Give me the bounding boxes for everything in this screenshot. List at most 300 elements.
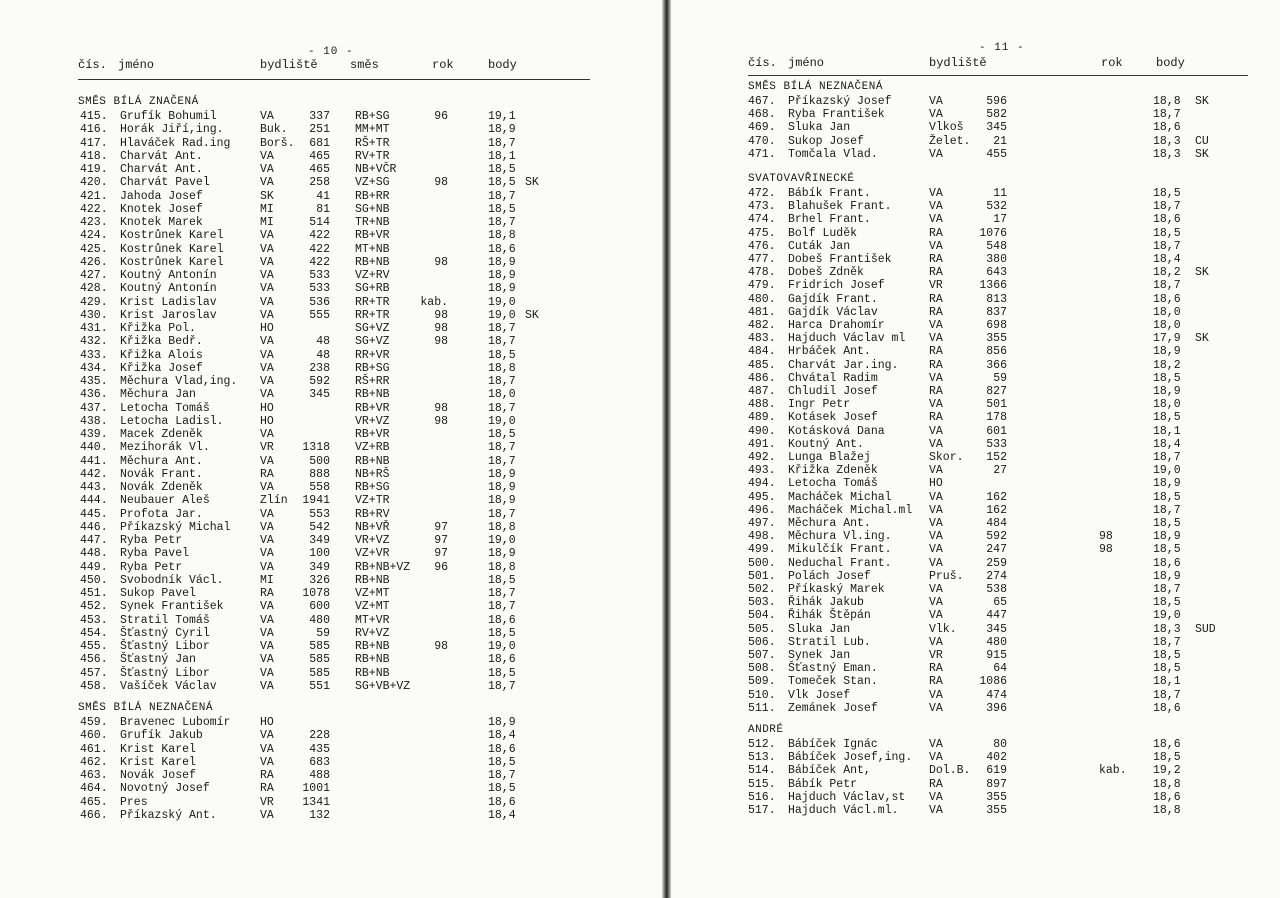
mix-code: VZ+RV [355,269,390,282]
house-number: 366 [986,358,1007,372]
points: 18,6 [488,795,516,809]
points: 18,4 [488,808,516,822]
entry-number: 448. [80,547,108,561]
entry-number: 483. [748,332,776,346]
grower-name: Charvát Jar.ing. [788,358,899,372]
points: 18,5 [488,348,516,362]
residence-town: VA [260,666,274,680]
points: 18,5 [488,755,516,769]
residence-town: Vlkoš [929,121,964,135]
grower-name: Koutný Ant. [788,437,864,451]
table-row [0,769,662,782]
points: 18,7 [488,375,516,388]
mix-code: VZ+MT [355,587,390,600]
entry-number: 424. [80,229,108,243]
points: 18,7 [488,322,516,335]
grower-name: Šťastný Libor [120,666,210,680]
residence-town: MI [260,216,274,229]
points: 19,0 [1153,609,1181,623]
points: 18,8 [488,560,516,574]
table-row [0,176,662,189]
entry-number: 490. [748,424,776,438]
note: SK [525,308,539,322]
residence-town: VA [260,613,274,627]
residence-town: VA [929,437,943,451]
points: 17,9 [1153,332,1181,346]
note: SK [1195,147,1209,161]
table-row [671,504,1280,517]
points: 18,8 [1153,804,1181,817]
table-row [671,385,1280,398]
points: 18,7 [1153,279,1181,293]
table-row [0,256,662,269]
table-row [671,372,1280,385]
house-number: 447 [986,609,1007,623]
residence-town: MI [260,573,274,587]
residence-town: RA [929,675,943,689]
residence-town: VA [260,428,274,441]
entry-number: 459. [80,716,108,729]
entry-number: 415. [80,110,108,123]
grower-name: Koutný Antonín [120,269,217,282]
entry-number: 469. [748,121,776,135]
house-number: 251 [309,123,330,137]
residence-town: VA [260,176,274,190]
entry-number: 438. [80,414,108,428]
table-row [671,543,1280,556]
table-row [0,362,662,375]
mix-code: SG+VZ [355,322,390,335]
residence-town: VA [929,609,943,623]
house-number: 813 [986,292,1007,306]
mix-code: RB+NB [355,388,390,402]
points: 19,0 [488,534,516,547]
table-row [0,494,662,507]
section-title: SMĚS BÍLÁ NEZNAČENÁ [78,702,213,714]
mix-code: RB+RR [355,189,390,203]
grower-name: Vlk Josef [788,688,851,702]
entry-number: 441. [80,454,108,468]
residence-town: VA [260,547,274,561]
table-row [671,213,1280,226]
points: 18,9 [1153,569,1181,583]
house-number: 555 [309,308,330,322]
residence-town: RA [929,305,943,319]
mix-code: MT+VR [355,613,390,627]
grower-name: Krist Ladislav [120,295,217,309]
mix-code: NB+RŠ [355,467,390,481]
house-number: 100 [309,547,330,561]
entry-number: 453. [80,613,108,627]
residence-town: RA [929,385,943,398]
note: SK [1195,266,1209,280]
year: 98 [434,176,448,190]
entry-number: 445. [80,507,108,521]
grower-name: Neubauer Aleš [120,494,210,508]
house-number: 345 [986,622,1007,636]
table-row [0,388,662,401]
table-row [671,293,1280,306]
residence-town: VA [929,556,943,570]
grower-name: Letocha Tomáš [788,477,878,491]
table-row [671,227,1280,240]
residence-town: VA [929,95,943,108]
points: 18,7 [1153,200,1181,214]
residence-town: VR [929,279,943,293]
year: 96 [434,560,448,574]
points: 18,9 [1153,345,1181,359]
entry-number: 421. [80,189,108,203]
entry-number: 456. [80,653,108,667]
grower-name: Grufík Jakub [120,729,203,743]
points: 18,1 [1153,424,1181,438]
mix-code: RB+NB [355,573,390,587]
grower-name: Polách Josef [788,569,871,583]
points: 19,0 [488,640,516,653]
house-number: 514 [309,216,330,229]
entry-number: 476. [748,239,776,253]
table-row [0,203,662,216]
header-points: body [488,58,517,72]
entry-number: 464. [80,782,108,796]
table-row [0,547,662,560]
points: 18,9 [488,716,516,729]
entry-number: 503. [748,596,776,610]
house-number: 582 [986,108,1007,122]
grower-name: Tomčala Vlad. [788,147,878,161]
residence-town: VA [260,308,274,322]
grower-name: Zemánek Josef [788,701,878,715]
residence-town: Buk. [260,123,288,137]
right-page [671,0,1280,898]
table-row [0,508,662,521]
mix-code: RB+SG [355,361,390,375]
house-number: 681 [309,136,330,150]
table-row [671,623,1280,636]
residence-town: VA [929,371,943,385]
table-row [0,640,662,653]
grower-name: Kostrůnek Karel [120,255,224,269]
grower-name: Měchura Vlad,ing. [120,375,238,388]
house-number: 827 [986,385,1007,398]
entry-number: 512. [748,738,776,751]
table-row [671,570,1280,583]
grower-name: Synek Jan [788,649,851,662]
points: 18,0 [488,388,516,402]
mix-code: SG+VB+VZ [355,679,411,693]
entry-number: 487. [748,385,776,398]
points: 18,3 [1153,134,1181,148]
entry-number: 417. [80,136,108,150]
residence-town: VA [929,108,943,122]
entry-number: 475. [748,226,776,240]
grower-name: Mezihorák Vl. [120,441,210,455]
house-number: 349 [309,534,330,547]
entry-number: 484. [748,345,776,359]
table-row [0,163,662,176]
table-row [671,121,1280,134]
grower-name: Šťastný Eman. [788,662,878,676]
table-row [0,441,662,454]
header-divider [78,79,590,80]
house-number: 380 [986,253,1007,266]
points: 18,5 [1153,662,1181,676]
grower-name: Šťastný Cyril [120,626,210,640]
house-number: 345 [986,121,1007,135]
entry-number: 462. [80,755,108,769]
entry-number: 452. [80,600,108,614]
entry-number: 492. [748,451,776,464]
table-row [0,190,662,203]
house-number: 21 [993,134,1007,148]
mix-code: RB+NB [355,666,390,680]
entry-number: 504. [748,609,776,623]
table-row [671,675,1280,688]
entry-number: 433. [80,348,108,362]
residence-town: VA [929,147,943,161]
house-number: 162 [986,490,1007,504]
residence-town: VA [929,319,943,332]
table-row [0,243,662,256]
table-row [0,653,662,666]
table-row [0,150,662,163]
points: 18,1 [1153,675,1181,689]
house-number: 533 [986,437,1007,451]
entry-number: 471. [748,147,776,161]
header-points: body [1156,56,1185,70]
table-row [671,702,1280,715]
residence-town: RA [929,253,943,266]
entry-number: 516. [748,790,776,804]
residence-town: RA [929,411,943,425]
entry-number: 477. [748,253,776,266]
entry-number: 416. [80,123,108,137]
entry-number: 488. [748,398,776,412]
table-row [671,253,1280,266]
grower-name: Měchura Vl.ing. [788,530,892,544]
house-number: 536 [309,295,330,309]
house-number: 64 [993,662,1007,676]
grower-name: Stratil Tomáš [120,613,210,627]
entry-number: 454. [80,626,108,640]
residence-town: VA [260,679,274,693]
house-number: 81 [316,202,330,216]
points: 18,9 [488,547,516,561]
table-row [671,738,1280,751]
points: 18,7 [488,679,516,693]
residence-town: VA [260,454,274,468]
residence-town: VA [260,520,274,534]
entry-number: 498. [748,530,776,544]
grower-name: Charvát Ant. [120,149,203,163]
table-row [0,415,662,428]
residence-town: VA [260,481,274,494]
house-number: 897 [986,777,1007,791]
grower-name: Ryba František [788,108,885,122]
residence-town: VA [260,626,274,640]
grower-name: Měchura Ant. [120,454,203,468]
grower-name: Blahušek Frant. [788,200,892,214]
table-row [0,796,662,809]
points: 18,7 [1153,583,1181,596]
house-number: 480 [986,635,1007,649]
points: 18,5 [488,176,516,190]
entry-number: 460. [80,729,108,743]
entry-number: 450. [80,573,108,587]
residence-town: VA [260,229,274,243]
entry-number: 517. [748,804,776,817]
entry-number: 514. [748,764,776,778]
house-number: 698 [986,319,1007,332]
house-number: 59 [993,371,1007,385]
year: 98 [1099,543,1113,557]
entry-number: 489. [748,411,776,425]
house-number: 48 [316,335,330,349]
grower-name: Knotek Marek [120,216,203,229]
grower-name: Krist Karel [120,742,196,756]
year: 98 [434,322,448,335]
house-number: 548 [986,239,1007,253]
year: 98 [434,414,448,428]
grower-name: Stratil Lub. [788,635,871,649]
residence-town: VA [929,332,943,346]
entry-number: 509. [748,675,776,689]
house-number: 856 [986,345,1007,359]
grower-name: Neduchal Frant. [788,556,892,570]
table-row [671,636,1280,649]
points: 18,6 [1153,790,1181,804]
note: SUD [1195,622,1216,636]
residence-town: RA [929,266,943,280]
entry-number: 493. [748,464,776,478]
entry-number: 425. [80,242,108,256]
points: 18,0 [1153,305,1181,319]
grower-name: Koutný Antonín [120,282,217,296]
grower-name: Bábíček Ignác [788,738,878,751]
house-number: 396 [986,701,1007,715]
section-title: SMĚS BÍLÁ ZNAČENÁ [78,96,199,108]
grower-name: Gajdík Frant. [788,292,878,306]
grower-name: Vašíček Václav [120,679,217,693]
house-number: 643 [986,266,1007,280]
house-number: 837 [986,305,1007,319]
residence-town: VA [260,295,274,309]
residence-town: VR [260,441,274,455]
table-row [0,322,662,335]
table-row [671,200,1280,213]
points: 18,5 [1153,411,1181,425]
entry-number: 513. [748,751,776,765]
points: 18,5 [488,202,516,216]
table-row [671,583,1280,596]
table-row [0,375,662,388]
grower-name: Novák Frant. [120,467,203,481]
grower-name: Ryba Pavel [120,547,190,561]
grower-name: Jahoda Josef [120,189,203,203]
house-number: 585 [309,653,330,667]
entry-number: 501. [748,569,776,583]
points: 18,5 [488,573,516,587]
mix-code: NB+VČR [355,163,397,176]
points: 18,5 [1153,371,1181,385]
house-number: 1086 [979,675,1007,689]
table-row [671,649,1280,662]
points: 18,5 [1153,187,1181,200]
residence-town: Zlín [260,494,288,508]
table-row [0,335,662,348]
grower-name: Knotek Josef [120,202,203,216]
points: 18,7 [1153,635,1181,649]
table-row [671,557,1280,570]
header-name: jméno [118,58,155,72]
mix-code: RR+TR [355,295,390,309]
points: 18,7 [1153,688,1181,702]
residence-town: VA [260,653,274,667]
mix-code: VR+VZ [355,414,390,428]
grower-name: Křižka Pol. [120,322,196,335]
grower-name: Letocha Tomáš [120,401,210,415]
table-row [671,804,1280,817]
grower-name: Bábíček Josef,ing. [788,751,913,765]
points: 18,6 [488,653,516,667]
table-row [671,425,1280,438]
grower-name: Cuták Jan [788,239,851,253]
points: 18,5 [488,666,516,680]
house-number: 422 [309,255,330,269]
residence-town: VA [260,742,274,756]
table-row [671,345,1280,358]
entry-number: 444. [80,494,108,508]
mix-code: TR+NB [355,216,390,229]
table-row [671,332,1280,345]
entry-number: 491. [748,437,776,451]
points: 18,8 [488,229,516,243]
mix-code: RV+TR [355,149,390,163]
points: 18,9 [1153,530,1181,544]
grower-name: Sluka Jan [788,622,851,636]
grower-name: Novotný Josef [120,782,210,796]
table-row [0,743,662,756]
points: 18,7 [1153,451,1181,464]
entry-number: 507. [748,649,776,662]
grower-name: Příkazský Michal [120,520,231,534]
house-number: 484 [986,517,1007,530]
residence-town: VA [929,701,943,715]
mix-code: RB+VR [355,229,390,243]
entry-number: 432. [80,335,108,349]
house-number: 355 [986,332,1007,346]
mix-code: RŠ+TR [355,136,390,150]
grower-name: Bábíček Ant, [788,764,871,778]
house-number: 533 [309,282,330,296]
house-number: 178 [986,411,1007,425]
grower-name: Kostrůnek Karel [120,242,224,256]
table-row [671,451,1280,464]
residence-town: VA [929,738,943,751]
points: 18,5 [488,163,516,176]
table-row [671,609,1280,622]
house-number: 888 [309,467,330,481]
points: 18,9 [1153,477,1181,491]
points: 18,5 [1153,517,1181,530]
house-number: 600 [309,600,330,614]
grower-name: Sukop Josef [788,134,864,148]
house-number: 455 [986,147,1007,161]
grower-name: Tomeček Stan. [788,675,878,689]
page-number: - 11 - [979,42,1025,54]
residence-town: VA [929,688,943,702]
entry-number: 482. [748,319,776,332]
